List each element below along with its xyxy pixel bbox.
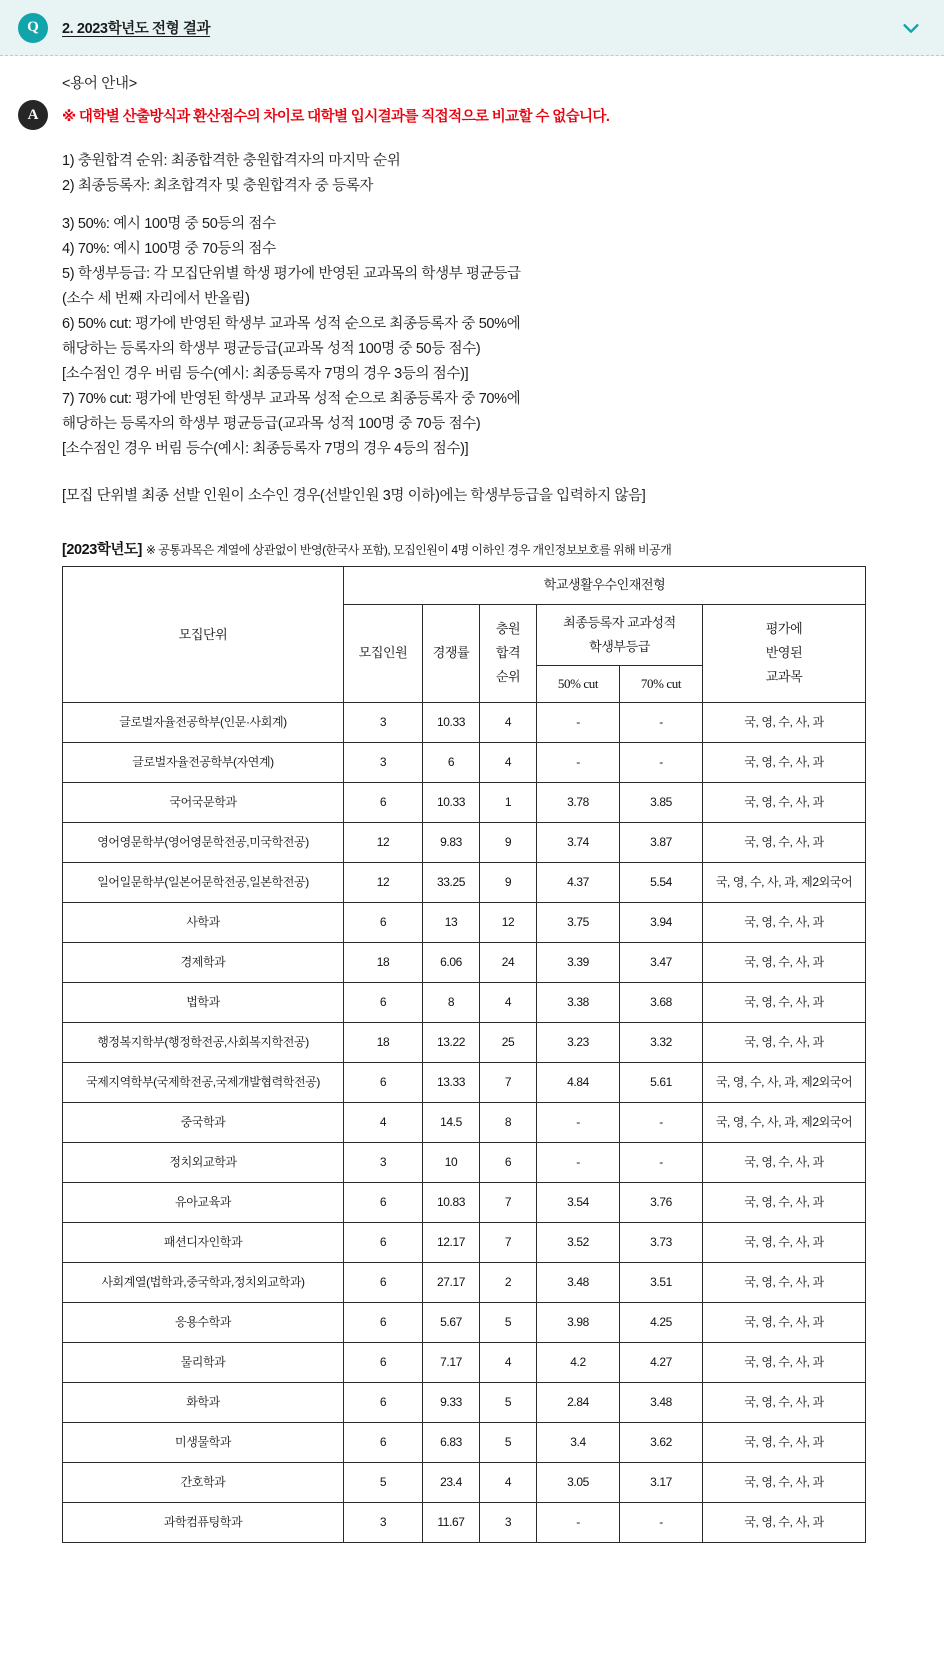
cell-cut50: 3.48 <box>537 1262 620 1302</box>
cell-quota: 6 <box>344 1222 423 1262</box>
cell-ratio: 10.33 <box>423 782 480 822</box>
table-row <box>63 982 866 1022</box>
cell-subjects: 국, 영, 수, 사, 과 <box>703 902 866 942</box>
col-header-subjects <box>703 604 866 702</box>
table-row <box>63 1462 866 1502</box>
cell-cut70: 3.85 <box>620 782 703 822</box>
cell-rank: 9 <box>480 862 537 902</box>
cell-cut50: 3.4 <box>537 1422 620 1462</box>
table-row <box>63 1102 866 1142</box>
cell-cut70: - <box>620 702 703 742</box>
cell-ratio: 6.83 <box>423 1422 480 1462</box>
note-item-6: 6) 50% cut: 평가에 반영된 학생부 교과목 성적 순으로 최종등록자 중 50%에 <box>62 315 521 332</box>
cell-quota: 5 <box>344 1462 423 1502</box>
cell-subjects: 국, 영, 수, 사, 과 <box>703 1022 866 1062</box>
col-header-grade-line2: 학생부등급 <box>589 638 650 654</box>
cell-quota: 6 <box>344 902 423 942</box>
col-header-quota: 모집인원 <box>344 604 423 702</box>
cell-cut50: - <box>537 702 620 742</box>
cell-cut50: 3.52 <box>537 1222 620 1262</box>
cell-cut50: 4.2 <box>537 1342 620 1382</box>
cell-cut70: 4.25 <box>620 1302 703 1342</box>
cell-subjects: 국, 영, 수, 사, 과, 제2외국어 <box>703 1102 866 1142</box>
col-header-rank-line3: 순위 <box>495 669 521 685</box>
table-row <box>63 1302 866 1342</box>
table-row <box>63 902 866 942</box>
note-item-5: 5) 학생부등급: 각 모집단위별 학생 평가에 반영된 교과목의 학생부 평균등급 <box>62 266 521 283</box>
cell-unit: 정치외교학과 <box>63 1142 344 1182</box>
accordion-answer-body <box>0 56 944 1553</box>
cell-subjects: 국, 영, 수, 사, 과 <box>703 1302 866 1342</box>
note-item-6-example: [소수점인 경우 버림 등수(예시: 최종등록자 7명의 경우 3등의 점수)] <box>62 365 469 382</box>
cell-rank: 2 <box>480 1262 537 1302</box>
cell-cut50: 3.38 <box>537 982 620 1022</box>
cell-quota: 6 <box>344 1422 423 1462</box>
question-badge: Q <box>18 13 48 43</box>
col-header-rank-line2: 합격 <box>495 645 521 661</box>
cell-subjects: 국, 영, 수, 사, 과 <box>703 982 866 1022</box>
cell-subjects: 국, 영, 수, 사, 과 <box>703 742 866 782</box>
cell-subjects: 국, 영, 수, 사, 과 <box>703 1502 866 1542</box>
table-row <box>63 1502 866 1542</box>
small-quota-footnote: [모집 단위별 최종 선발 인원이 소수인 경우(선발인원 3명 이하)에는 학생부등급을 입력하지 않음] <box>62 487 646 504</box>
table-row <box>63 1062 866 1102</box>
cell-cut50: 3.98 <box>537 1302 620 1342</box>
cell-cut70: 3.73 <box>620 1222 703 1262</box>
cell-subjects: 국, 영, 수, 사, 과 <box>703 1222 866 1262</box>
note-item-3: 3) 50%: 예시 100명 중 50등의 점수 <box>62 216 276 233</box>
col-header-subjects-line2: 반영된 <box>765 645 803 661</box>
cell-ratio: 6.06 <box>423 942 480 982</box>
cell-unit: 경제학과 <box>63 942 344 982</box>
cell-cut50: 3.75 <box>537 902 620 942</box>
cell-rank: 24 <box>480 942 537 982</box>
note-item-5-cont: (소수 세 번째 자리에서 반올림) <box>62 290 250 307</box>
col-header-cut50: 50% cut <box>537 665 620 702</box>
cell-quota: 12 <box>344 862 423 902</box>
cell-cut50: 3.74 <box>537 822 620 862</box>
col-header-subjects-line3: 교과목 <box>765 669 803 685</box>
cell-subjects: 국, 영, 수, 사, 과, 제2외국어 <box>703 1062 866 1102</box>
cell-cut70: 3.51 <box>620 1262 703 1302</box>
cell-ratio: 10 <box>423 1142 480 1182</box>
note-item-7-example: [소수점인 경우 버림 등수(예시: 최종등록자 7명의 경우 4등의 점수)] <box>62 440 469 457</box>
chevron-down-icon[interactable] <box>900 17 922 39</box>
cell-unit: 글로벌자율전공학부(자연계) <box>63 742 344 782</box>
cell-unit: 패션디자인학과 <box>63 1222 344 1262</box>
note-item-7: 7) 70% cut: 평가에 반영된 학생부 교과목 성적 순으로 최종등록자 중 70%에 <box>62 390 521 407</box>
cell-subjects: 국, 영, 수, 사, 과 <box>703 1182 866 1222</box>
cell-ratio: 9.33 <box>423 1382 480 1422</box>
cell-quota: 3 <box>344 1142 423 1182</box>
cell-unit: 영어영문학부(영어영문학전공,미국학전공) <box>63 822 344 862</box>
table-row <box>63 1142 866 1182</box>
cell-quota: 6 <box>344 1182 423 1222</box>
col-header-grade <box>537 604 703 665</box>
page-title[interactable]: 2. 2023학년도 전형 결과 <box>62 21 211 37</box>
cell-quota: 6 <box>344 1382 423 1422</box>
cell-ratio: 10.83 <box>423 1182 480 1222</box>
table-row <box>63 1262 866 1302</box>
cell-unit: 과학컴퓨팅학과 <box>63 1502 344 1542</box>
admission-result-table <box>62 566 866 1542</box>
table-row <box>63 742 866 782</box>
cell-rank: 4 <box>480 1342 537 1382</box>
cell-subjects: 국, 영, 수, 사, 과 <box>703 702 866 742</box>
col-header-rank <box>480 604 537 702</box>
cell-rank: 7 <box>480 1222 537 1262</box>
cell-ratio: 5.67 <box>423 1302 480 1342</box>
cell-ratio: 7.17 <box>423 1342 480 1382</box>
cell-cut50: - <box>537 742 620 782</box>
cell-subjects: 국, 영, 수, 사, 과 <box>703 1142 866 1182</box>
cell-subjects: 국, 영, 수, 사, 과 <box>703 1422 866 1462</box>
cell-cut50: 2.84 <box>537 1382 620 1422</box>
cell-rank: 7 <box>480 1062 537 1102</box>
cell-quota: 3 <box>344 742 423 782</box>
col-header-cut70: 70% cut <box>620 665 703 702</box>
comparison-warning: ※ 대학별 산출방식과 환산점수의 차이로 대학별 입시결과를 직접적으로 비교할 수 없습니다. <box>62 109 610 125</box>
cell-unit: 글로벌자율전공학부(인문·사회계) <box>63 702 344 742</box>
cell-rank: 6 <box>480 1142 537 1182</box>
table-row <box>63 1342 866 1382</box>
table-row <box>63 1422 866 1462</box>
cell-ratio: 13 <box>423 902 480 942</box>
cell-subjects: 국, 영, 수, 사, 과 <box>703 782 866 822</box>
note-item-2: 2) 최종등록자: 최초합격자 및 충원합격자 중 등록자 <box>62 178 374 195</box>
cell-subjects: 국, 영, 수, 사, 과, 제2외국어 <box>703 862 866 902</box>
cell-rank: 1 <box>480 782 537 822</box>
table-row <box>63 1182 866 1222</box>
cell-unit: 일어일문학부(일본어문학전공,일본학전공) <box>63 862 344 902</box>
col-header-ratio: 경쟁률 <box>423 604 480 702</box>
cell-cut50: 3.23 <box>537 1022 620 1062</box>
cell-subjects: 국, 영, 수, 사, 과 <box>703 1342 866 1382</box>
cell-ratio: 6 <box>423 742 480 782</box>
cell-cut70: 5.54 <box>620 862 703 902</box>
col-header-group: 학교생활우수인재전형 <box>344 567 866 604</box>
cell-subjects: 국, 영, 수, 사, 과 <box>703 1262 866 1302</box>
cell-unit: 중국학과 <box>63 1102 344 1142</box>
table-row <box>63 822 866 862</box>
table-row <box>63 702 866 742</box>
cell-cut50: 3.39 <box>537 942 620 982</box>
cell-quota: 3 <box>344 702 423 742</box>
cell-cut50: 3.54 <box>537 1182 620 1222</box>
table-year-label: [2023학년도] <box>62 542 142 559</box>
cell-unit: 응용수학과 <box>63 1302 344 1342</box>
cell-unit: 미생물학과 <box>63 1422 344 1462</box>
cell-quota: 6 <box>344 1262 423 1302</box>
cell-cut50: - <box>537 1142 620 1182</box>
table-caption-note: ※ 공통과목은 계열에 상관없이 반영(한국사 포함), 모집인원이 4명 이하인 경우 개인정보보호를 위해 비공개 <box>145 543 672 558</box>
cell-quota: 6 <box>344 1342 423 1382</box>
cell-ratio: 33.25 <box>423 862 480 902</box>
table-row <box>63 862 866 902</box>
table-row <box>63 1022 866 1062</box>
cell-quota: 6 <box>344 782 423 822</box>
table-body <box>63 702 866 1542</box>
cell-quota: 4 <box>344 1102 423 1142</box>
cell-unit: 행정복지학부(행정학전공,사회복지학전공) <box>63 1022 344 1062</box>
cell-rank: 5 <box>480 1302 537 1342</box>
cell-quota: 12 <box>344 822 423 862</box>
cell-ratio: 13.22 <box>423 1022 480 1062</box>
cell-subjects: 국, 영, 수, 사, 과 <box>703 1382 866 1422</box>
cell-unit: 법학과 <box>63 982 344 1022</box>
cell-unit: 사회계열(법학과,중국학과,정치외교학과) <box>63 1262 344 1302</box>
note-item-7-cont: 해당하는 등록자의 학생부 평균등급(교과목 성적 100명 중 70등 점수) <box>62 415 481 432</box>
table-row <box>63 942 866 982</box>
cell-rank: 5 <box>480 1422 537 1462</box>
table-header <box>63 567 866 702</box>
cell-ratio: 27.17 <box>423 1262 480 1302</box>
cell-ratio: 9.83 <box>423 822 480 862</box>
cell-cut70: 3.76 <box>620 1182 703 1222</box>
cell-rank: 25 <box>480 1022 537 1062</box>
note-item-6-cont: 해당하는 등록자의 학생부 평균등급(교과목 성적 100명 중 50등 점수) <box>62 340 481 357</box>
table-caption <box>62 538 918 559</box>
cell-rank: 4 <box>480 1462 537 1502</box>
table-row <box>63 782 866 822</box>
cell-quota: 6 <box>344 982 423 1022</box>
cell-unit: 화학과 <box>63 1382 344 1422</box>
accordion-question-header[interactable] <box>0 0 944 56</box>
note-item-1: 1) 충원합격 순위: 최종합격한 충원합격자의 마지막 순위 <box>62 153 401 170</box>
cell-rank: 8 <box>480 1102 537 1142</box>
cell-cut70: - <box>620 1142 703 1182</box>
cell-ratio: 11.67 <box>423 1502 480 1542</box>
cell-ratio: 10.33 <box>423 702 480 742</box>
cell-quota: 3 <box>344 1502 423 1542</box>
cell-ratio: 13.33 <box>423 1062 480 1102</box>
cell-cut50: 4.37 <box>537 862 620 902</box>
cell-rank: 7 <box>480 1182 537 1222</box>
cell-cut50: - <box>537 1502 620 1542</box>
cell-ratio: 12.17 <box>423 1222 480 1262</box>
answer-badge: A <box>18 100 48 130</box>
cell-unit: 간호학과 <box>63 1462 344 1502</box>
cell-quota: 18 <box>344 1022 423 1062</box>
cell-cut50: 4.84 <box>537 1062 620 1102</box>
table-row <box>63 1222 866 1262</box>
cell-cut70: 3.48 <box>620 1382 703 1422</box>
cell-unit: 사학과 <box>63 902 344 942</box>
table-row <box>63 1382 866 1422</box>
note-item-4: 4) 70%: 예시 100명 중 70등의 점수 <box>62 241 276 258</box>
cell-cut50: 3.05 <box>537 1462 620 1502</box>
cell-cut70: 5.61 <box>620 1062 703 1102</box>
col-header-grade-line1: 최종등록자 교과성적 <box>563 614 676 630</box>
table-header-row-1 <box>63 567 866 604</box>
cell-cut70: 3.47 <box>620 942 703 982</box>
cell-cut70: 3.68 <box>620 982 703 1022</box>
col-header-unit: 모집단위 <box>63 567 344 702</box>
cell-cut70: - <box>620 1502 703 1542</box>
cell-cut70: - <box>620 1102 703 1142</box>
cell-subjects: 국, 영, 수, 사, 과 <box>703 942 866 982</box>
col-header-rank-line1: 충원 <box>495 621 521 637</box>
cell-cut70: 3.94 <box>620 902 703 942</box>
cell-ratio: 23.4 <box>423 1462 480 1502</box>
cell-quota: 18 <box>344 942 423 982</box>
cell-rank: 9 <box>480 822 537 862</box>
cell-unit: 물리학과 <box>63 1342 344 1382</box>
cell-subjects: 국, 영, 수, 사, 과 <box>703 1462 866 1502</box>
cell-rank: 12 <box>480 902 537 942</box>
col-header-subjects-line1: 평가에 <box>765 621 803 637</box>
cell-rank: 4 <box>480 982 537 1022</box>
cell-unit: 유아교육과 <box>63 1182 344 1222</box>
cell-cut70: - <box>620 742 703 782</box>
cell-rank: 3 <box>480 1502 537 1542</box>
cell-rank: 4 <box>480 702 537 742</box>
cell-quota: 6 <box>344 1062 423 1102</box>
cell-rank: 4 <box>480 742 537 782</box>
cell-subjects: 국, 영, 수, 사, 과 <box>703 822 866 862</box>
cell-cut70: 3.17 <box>620 1462 703 1502</box>
cell-cut50: - <box>537 1102 620 1142</box>
cell-cut70: 3.87 <box>620 822 703 862</box>
cell-quota: 6 <box>344 1302 423 1342</box>
cell-ratio: 14.5 <box>423 1102 480 1142</box>
cell-ratio: 8 <box>423 982 480 1022</box>
cell-unit: 국제지역학부(국제학전공,국제개발협력학전공) <box>63 1062 344 1102</box>
cell-cut50: 3.78 <box>537 782 620 822</box>
cell-cut70: 4.27 <box>620 1342 703 1382</box>
term-guide-title: <용어 안내> <box>62 76 137 92</box>
cell-unit: 국어국문학과 <box>63 782 344 822</box>
cell-cut70: 3.62 <box>620 1422 703 1462</box>
cell-rank: 5 <box>480 1382 537 1422</box>
cell-cut70: 3.32 <box>620 1022 703 1062</box>
